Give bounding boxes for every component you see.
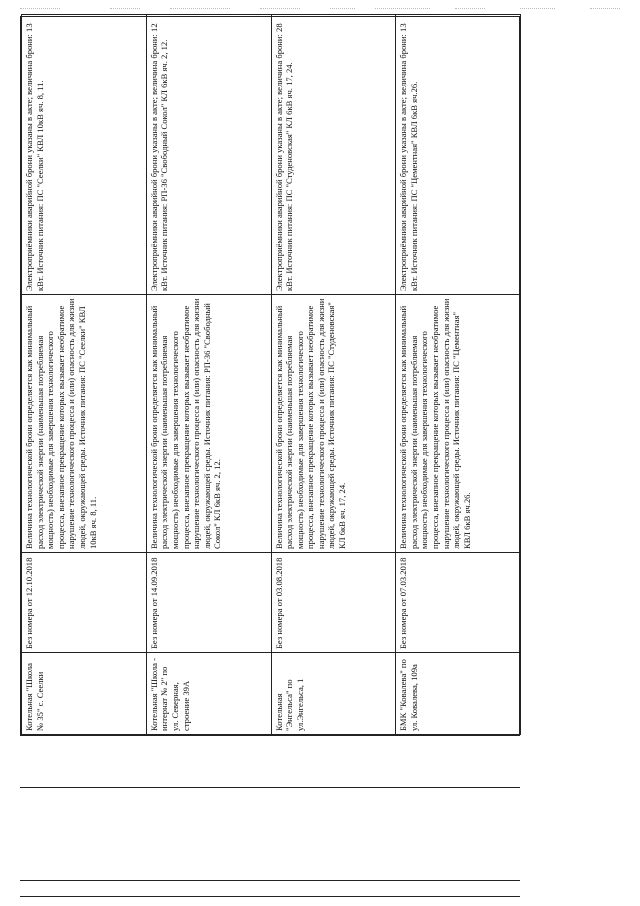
- act-date-cell: Без номера от 07.03.2018: [396, 553, 521, 653]
- empty-row-divider: [20, 787, 520, 788]
- emergency-reserve-cell: Электроприёмники аварийной брони указаны в акте; величина брони: 13 кВт. Источник питания: ПС "Сеелки" КВЛ 10кВ яч. 8, 11.: [22, 15, 147, 295]
- emergency-reserve-cell: Электроприёмники аварийной брони указаны в акте; величина брони: 12 кВт. Источник питания: РП-36 "Свободный Сокол" КЛ 6кВ яч. 2, 12.: [146, 15, 271, 295]
- table-row: [271, 15, 396, 735]
- emergency-reserve-cell: Электроприёмники аварийной брони указаны в акте; величина брони: 28 кВт. Источник питания: ПС "Студеновская" КЛ 6кВ яч. 17, 24.: [271, 15, 396, 295]
- table-row: [146, 15, 271, 735]
- tech-reserve-cell: Величина технологической брони определяется как минимальный расход электрической энергии (наименьшая потребляемая мощность) необходимые для завершения технологического процесса, внезапное прекращение которых вызывает необратимое нарушение технологического процесса и (или) опасность для жизни людей, окружающей среды. Источник питания: РП-36 "Свободный Сокол" КЛ 6кВ яч. 2, 12.: [146, 295, 271, 553]
- object-name-cell: БМК "Ковалева" по ул. Ковалева, 109а: [396, 653, 521, 735]
- empty-row-divider: [20, 896, 520, 897]
- empty-row-divider: [20, 880, 520, 881]
- object-name-cell: Котельная "Энгельса" по ул.Энгельса, 1: [271, 653, 396, 735]
- tech-reserve-cell: Величина технологической брони определяется как минимальный расход электрической энергии (наименьшая потребляемая мощность) необходимые для завершения технологического процесса, внезапное прекращение которых вызывает необратимое нарушение технологического процесса и (или) опасность для жизни людей, окружающей среды. Источник питания: ПС "Сеелки" КВЛ 10кВ яч. 8, 11.: [22, 295, 147, 553]
- object-name-cell: Котельная "Школа № 35" с. Сеелки: [22, 653, 147, 735]
- reserve-table-rotated: [20, 16, 520, 736]
- reserve-table: [21, 14, 521, 735]
- table-row: [22, 15, 147, 735]
- act-date-cell: Без номера от 14.09.2018: [146, 553, 271, 653]
- tech-reserve-cell: Величина технологической брони определяется как минимальный расход электрической энергии (наименьшая потребляемая мощность) необходимые для завершения технологического процесса, внезапное прекращение которых вызывает необратимое нарушение технологического процесса и (или) опасность для жизни людей, окружающей среды. Источник питания: ПС "Цементная" КВЛ 6кВ яч.26.: [396, 295, 521, 553]
- act-date-cell: Без номера от 12.10.2018: [22, 553, 147, 653]
- act-date-cell: Без номера от 03.08.2018: [271, 553, 396, 653]
- emergency-reserve-cell: Электроприёмники аварийной брони указаны в акте; величина брони: 13 кВт. Источник питания: ПС "Цементная" КВЛ 6кВ яч.26.: [396, 15, 521, 295]
- object-name-cell: Котельная "Школа - интернат № 2" по ул. Северная, строение 39А: [146, 653, 271, 735]
- tech-reserve-cell: Величина технологической брони определяется как минимальный расход электрической энергии (наименьшая потребляемая мощность) необходимые для завершения технологического процесса, внезапное прекращение которых вызывает необратимое нарушение технологического процесса и (или) опасность для жизни людей, окружающей среды. Источник питания: ПС "Студеновская" КЛ 6кВ яч. 17, 24.: [271, 295, 396, 553]
- table-row: [396, 15, 521, 735]
